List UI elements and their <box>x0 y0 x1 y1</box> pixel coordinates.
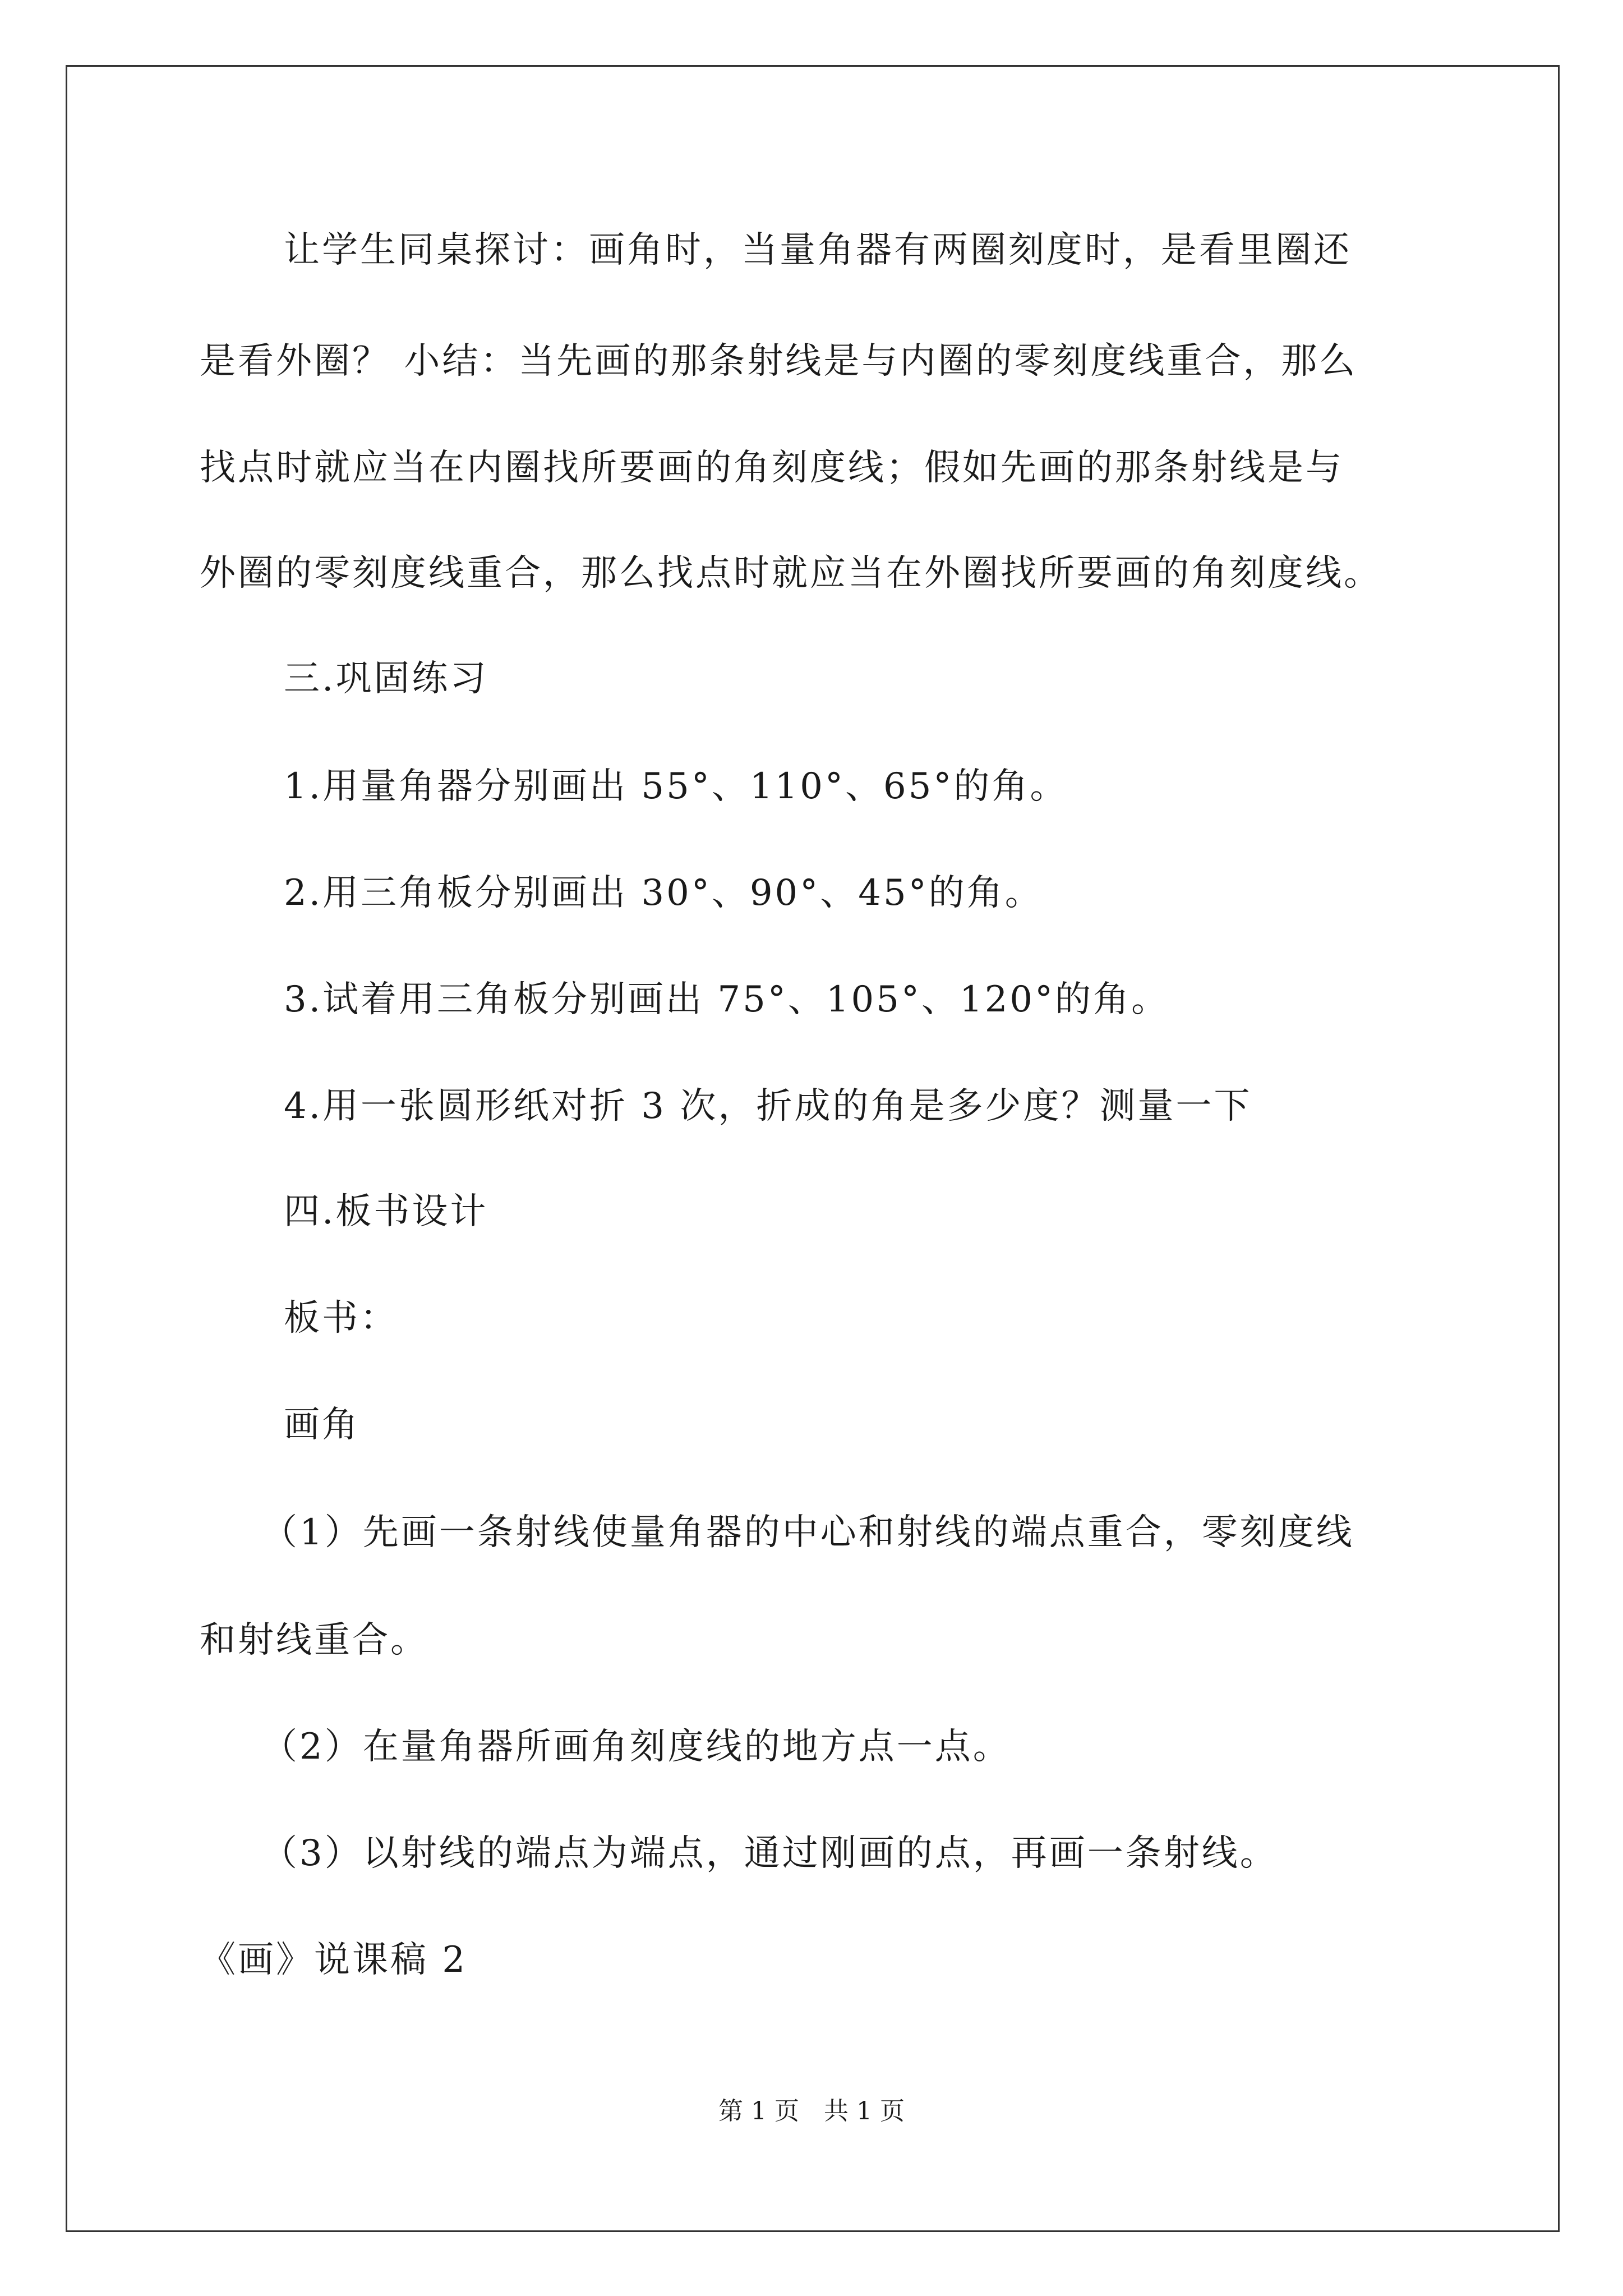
step-line: （1）先画一条射线使量角器的中心和射线的端点重合，零刻度线 <box>261 1512 1354 1553</box>
step-line: （2）在量角器所画角刻度线的地方点一点。 <box>261 1726 1011 1768</box>
section-heading: 三.巩固练习 <box>284 658 488 700</box>
step-line: （3）以射线的端点为端点，通过刚画的点，再画一条射线。 <box>261 1833 1278 1874</box>
exercise-item: 3.试着用三角板分别画出 75°、105°、120°的角。 <box>284 979 1170 1020</box>
paragraph-line: 是看外圈？ 小结：当先画的那条射线是与内圈的零刻度线重合，那么 <box>200 341 1358 382</box>
paragraph-line: 找点时就应当在内圈找所要画的角刻度线；假如先画的那条射线是与 <box>200 447 1344 489</box>
section-heading: 四.板书设计 <box>284 1191 488 1232</box>
page-footer: 第 1 页 共 1 页 <box>718 2097 905 2125</box>
exercise-item: 1.用量角器分别画出 55°、110°、65°的角。 <box>284 766 1068 807</box>
board-label: 板书： <box>284 1297 398 1339</box>
page-border <box>66 65 1560 2232</box>
next-title: 《画》说课稿 2 <box>200 1939 468 1981</box>
exercise-item: 4.用一张圆形纸对折 3 次，折成的角是多少度？测量一下 <box>284 1085 1252 1127</box>
board-title: 画角 <box>284 1404 360 1446</box>
paragraph-line: 外圈的零刻度线重合，那么找点时就应当在外圈找所要画的角刻度线。 <box>200 553 1382 594</box>
exercise-item: 2.用三角板分别画出 30°、90°、45°的角。 <box>284 872 1043 914</box>
step-line: 和射线重合。 <box>200 1619 428 1661</box>
paragraph-line: 让学生同桌探讨：画角时，当量角器有两圈刻度时，是看里圈还 <box>284 229 1352 271</box>
